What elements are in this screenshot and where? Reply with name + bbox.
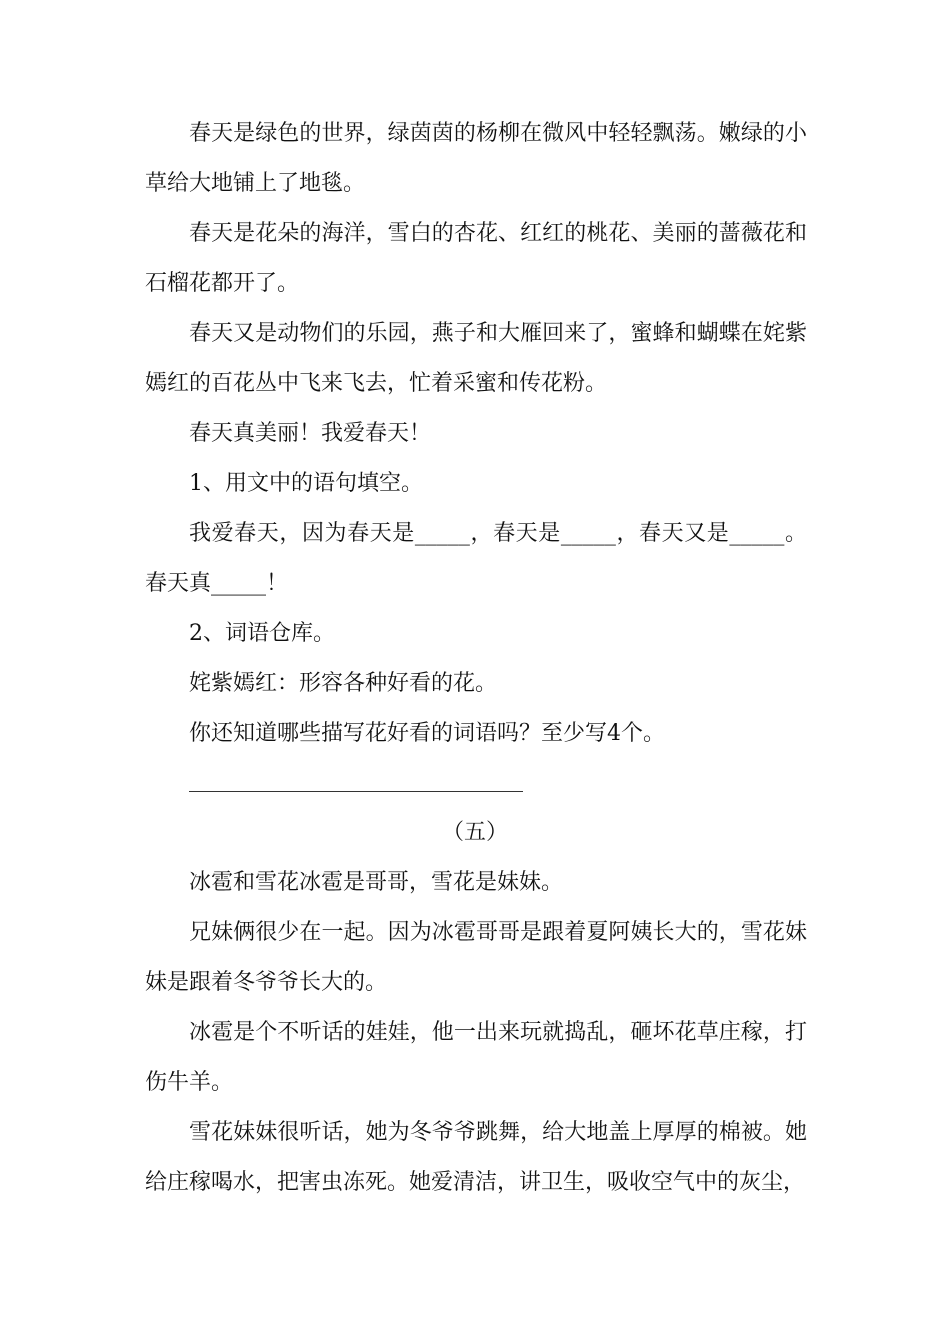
paragraph-hail: 冰雹是个不听话的娃娃，他一出来玩就捣乱，砸坏花草庄稼，打伤牛羊。: [145, 1020, 807, 1095]
paragraph-spring-animals: 春天又是动物们的乐园，燕子和大雁回来了，蜜蜂和蝴蝶在姹紫嫣红的百花丛中飞来飞去，忙着采蜜和传花粉。: [145, 321, 807, 396]
paragraph-spring-flowers: 春天是花朵的海洋，雪白的杏花、红红的桃花、美丽的蔷薇花和石榴花都开了。: [145, 221, 807, 296]
paragraph-spring-green: 春天是绿色的世界，绿茵茵的杨柳在微风中轻轻飘荡。嫩绿的小草给大地铺上了地毯。: [145, 121, 807, 196]
paragraph-hail-snow-title: 冰雹和雪花冰雹是哥哥，雪花是妹妹。: [189, 870, 564, 895]
question-1-fill-blanks: 我爱春天，因为春天是_____，春天是_____，春天又是_____。春天真_____！: [145, 521, 807, 596]
question-1-title: 1、用文中的语句填空。: [189, 471, 423, 496]
question-2-prompt: 你还知道哪些描写花好看的词语吗？至少写4个。: [189, 721, 665, 746]
answer-line: [189, 791, 523, 792]
paragraph-snow: 雪花妹妹很听话，她为冬爷爷跳舞，给大地盖上厚厚的棉被。她给庄稼喝水，把害虫冻死。她爱清洁，讲卫生，吸收空气中的灰尘，: [145, 1120, 807, 1195]
question-2-title: 2、词语仓库。: [189, 621, 335, 646]
section-title: （五）: [441, 820, 508, 845]
question-2-definition: 姹紫嫣红：形容各种好看的花。: [189, 671, 498, 696]
paragraph-spring-beautiful: 春天真美丽！我爱春天！: [189, 421, 432, 446]
paragraph-siblings: 兄妹俩很少在一起。因为冰雹哥哥是跟着夏阿姨长大的，雪花妹妹是跟着冬爷爷长大的。: [145, 920, 807, 995]
